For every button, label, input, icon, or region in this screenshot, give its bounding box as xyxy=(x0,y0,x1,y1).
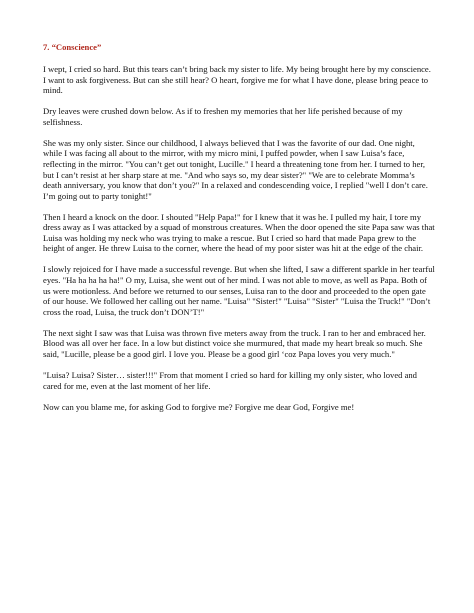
chapter-title: 7. “Conscience” xyxy=(43,42,102,52)
document-page xyxy=(43,42,435,423)
paragraph-8: Now can you blame me, for asking God to forgive me? Forgive me dear God, Forgive me! xyxy=(43,401,355,412)
paragraph-7: "Luisa? Luisa? Sister… sister!!!" From that moment I cried so hard for killing my only sister, who loved and cared for me, even at the last moment of her life. xyxy=(43,370,417,391)
paragraph-6: The next sight I saw was that Luisa was thrown five meters away from the truck. I ran to her and embraced her. Blood was all over her face. In a low but distinct voice she murmured, that made my heart break so much. She said, "Lucille, please be a good girl. I love you. Please be a good girl ‘coz Papa loves you very much." xyxy=(43,327,426,360)
paragraph-5: I slowly rejoiced for I have made a successful revenge. But when she lifted, I saw a different sparkle in her tearful eyes. "Ha ha ha ha ha!" O my, Luisa, she went out of her mind. I was not able to move, as well as Papa. Both of us were motionless. And before we returned to our senses, Luisa ran to the door and proceeded to the open gate of our house. We followed her calling out her name. "Luisa" "Sister!" "Luisa" "Sister" "Luisa the Truck!" "Don’t cross the road, Luisa, the truck don’t DON’T!" xyxy=(43,264,435,317)
paragraph-4: Then I heard a knock on the door. I shouted "Help Papa!" for I knew that it was he. I pulled my hair, I tore my dress away as I was attacked by a squad of monstrous creatures. When the door opened the site Papa saw was that Luisa was holding my neck who was trying to make a rescue. But I cried so hard that made Papa grew to the height of anger. He threw Luisa to the corner, where the head of my poor sister was hit at the edge of the chair. xyxy=(43,211,435,254)
paragraph-1: I wept, I cried so hard. But this tears can’t bring back my sister to life. My being brought here by my conscience. I want to ask forgiveness. But can she still hear? O heart, forgive me for what I have done, please bring peace to mind. xyxy=(43,64,431,96)
paragraph-2: Dry leaves were crushed down below. As if to freshen my memories that her life perished because of my selfishness. xyxy=(43,106,403,127)
paragraph-3: She was my only sister. Since our childhood, I always believed that I was the favorite of our dad. One night, while I was facing all about to the mirror, with my micro mini, I puffed powder, when I saw Luisa’s face, reflecting in the mirror. "You can’t get out tonight, Lucille." I heard a threatening tone from her. I turned to her, but I can’t resist at her sharp stare at me. "And who says so, my dear sister?" "We are to celebrate Momma’s death anniversary, you know that don’t you?" In a relaxed and condescending voice, I replied "well I don’t care. I’m going out to party tonight!" xyxy=(43,137,428,201)
